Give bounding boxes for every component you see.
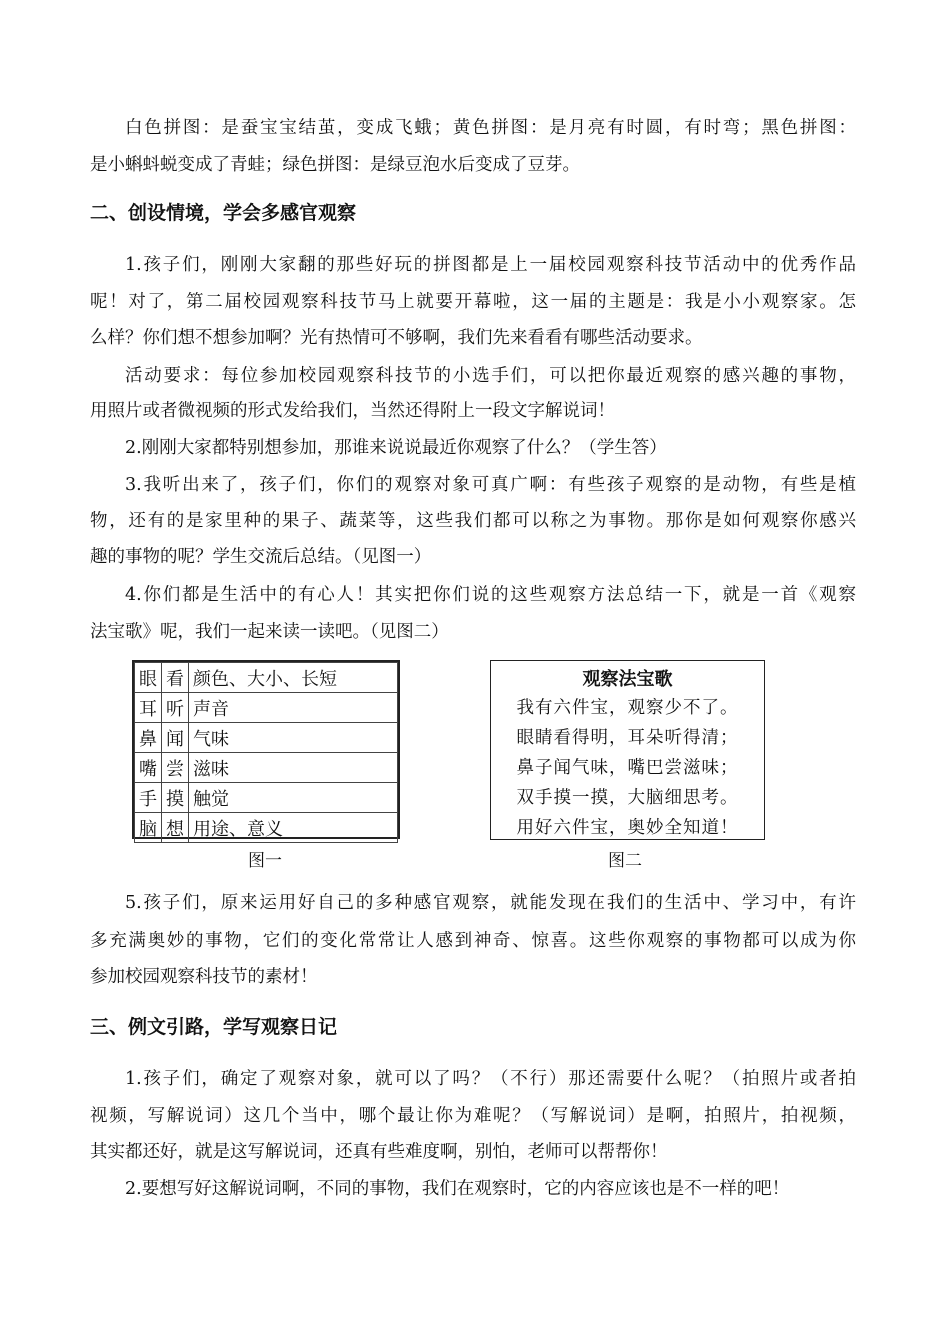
song-line: 用好六件宝，奥妙全知道！	[516, 818, 739, 838]
paragraph-line: 是小蝌蚪蜕变成了青蛙；绿色拼图：是绿豆泡水后变成了豆芽。	[90, 155, 580, 175]
section-heading-2: 二、创设情境，学会多感官观察	[90, 202, 357, 224]
organ-cell: 手	[135, 783, 162, 813]
table-row	[135, 723, 398, 753]
aspect-cell: 气味	[189, 723, 398, 753]
paragraph-line: 参加校园观察科技节的素材！	[90, 967, 318, 987]
paragraph-line: 多充满奥妙的事物，它们的变化常常让人感到神奇、惊喜。这些你观察的事物都可以成为你	[90, 931, 856, 951]
paragraph-line: 4.你们都是生活中的有心人！其实把你们说的这些观察方法总结一下，就是一首《观察	[125, 585, 856, 605]
aspect-cell: 颜色、大小、长短	[189, 663, 398, 693]
action-cell: 尝	[162, 753, 189, 783]
figure-2-caption: 图二	[608, 851, 642, 871]
organ-cell: 耳	[135, 693, 162, 723]
action-cell: 闻	[162, 723, 189, 753]
paragraph-line: 1.孩子们，刚刚大家翻的那些好玩的拼图都是上一届校园观察科技节活动中的优秀作品	[125, 255, 856, 275]
paragraph-line: 视频，写解说词）这几个当中，哪个最让你为难呢？（写解说词）是啊，拍照片，拍视频，	[90, 1106, 856, 1126]
organ-cell: 鼻	[135, 723, 162, 753]
aspect-cell: 触觉	[189, 783, 398, 813]
aspect-cell: 声音	[189, 693, 398, 723]
song-title: 观察法宝歌	[582, 669, 673, 690]
aspect-cell: 用途、意义	[189, 813, 398, 843]
paragraph-line: 5.孩子们，原来运用好自己的多种感官观察，就能发现在我们的生活中、学习中，有许	[125, 893, 856, 913]
action-cell: 摸	[162, 783, 189, 813]
song-line: 鼻子闻气味，嘴巴尝滋味；	[516, 758, 739, 778]
table-row	[135, 783, 398, 813]
paragraph-line: 法宝歌》呢，我们一起来读一读吧。（见图二）	[90, 622, 449, 642]
table-row	[135, 813, 398, 843]
aspect-cell: 滋味	[189, 753, 398, 783]
paragraph-line: 2.要想写好这解说词啊，不同的事物，我们在观察时，它的内容应该也是不一样的吧！	[125, 1179, 790, 1199]
paragraph-line: 2.刚刚大家都特别想参加，那谁来说说最近你观察了什么？（学生答）	[125, 438, 667, 458]
paragraph-line: 趣的事物的呢？学生交流后总结。（见图一）	[90, 547, 432, 567]
section-heading-3: 三、例文引路，学写观察日记	[90, 1016, 338, 1038]
paragraph-line: 3.我听出来了，孩子们，你们的观察对象可真广啊：有些孩子观察的是动物，有些是植	[125, 475, 856, 495]
action-cell: 看	[162, 663, 189, 693]
paragraph-line: 物，还有的是家里种的果子、蔬菜等，这些我们都可以称之为事物。那你是如何观察你感兴	[90, 511, 856, 531]
song-line: 双手摸一摸，大脑细思考。	[516, 788, 739, 808]
figure-2-song-box	[490, 660, 765, 840]
table-row	[135, 693, 398, 723]
table-row	[135, 663, 398, 693]
paragraph-line: 活动要求：每位参加校园观察科技节的小选手们，可以把你最近观察的感兴趣的事物，	[125, 366, 856, 386]
action-cell: 听	[162, 693, 189, 723]
paragraph-line: 呢！对了，第二届校园观察科技节马上就要开幕啦，这一届的主题是：我是小小观察家。怎	[90, 292, 856, 312]
table-row	[135, 753, 398, 783]
action-cell: 想	[162, 813, 189, 843]
song-line: 眼睛看得明，耳朵听得清；	[516, 728, 739, 748]
song-line: 我有六件宝，观察少不了。	[516, 698, 739, 718]
figure-1-senses-table	[132, 660, 400, 839]
paragraph-line: 么样？你们想不想参加啊？光有热情可不够啊，我们先来看看有哪些活动要求。	[90, 328, 703, 348]
organ-cell: 脑	[135, 813, 162, 843]
paragraph-line: 其实都还好，就是这写解说词，还真有些难度啊，别怕，老师可以帮帮你！	[90, 1142, 668, 1162]
paragraph-line: 1.孩子们，确定了观察对象，就可以了吗？（不行）那还需要什么呢？（拍照片或者拍	[125, 1069, 856, 1089]
paragraph-line: 用照片或者微视频的形式发给我们，当然还得附上一段文字解说词！	[90, 401, 615, 421]
organ-cell: 嘴	[135, 753, 162, 783]
paragraph-line: 白色拼图：是蚕宝宝结茧，变成飞蛾；黄色拼图：是月亮有时圆，有时弯；黑色拼图：	[125, 118, 856, 138]
figure-1-caption: 图一	[248, 851, 282, 871]
organ-cell: 眼	[135, 663, 162, 693]
